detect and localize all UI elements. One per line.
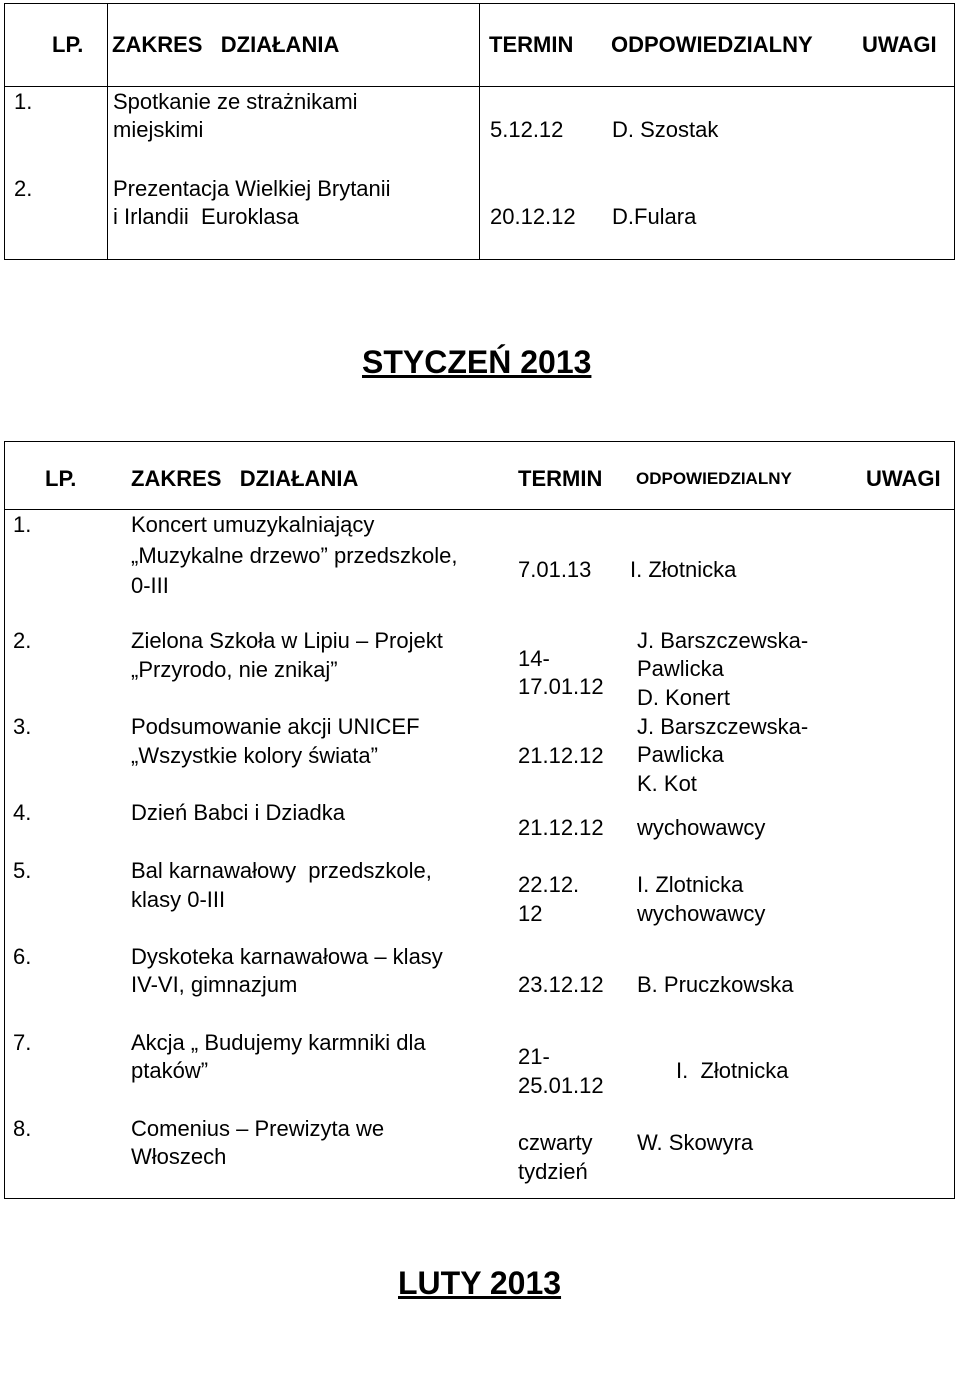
row-odpowiedzialny: D.Fulara [612, 204, 697, 229]
table-2-header-lp: LP. [45, 466, 77, 491]
row-zakres: Prezentacja Wielkiej Brytanii [113, 176, 391, 201]
row-odpowiedzialny: W. Skowyra [637, 1130, 754, 1155]
row-termin: tydzień [518, 1159, 588, 1184]
row-zakres: Dyskoteka karnawałowa – klasy [131, 944, 443, 969]
row-termin: 21- [518, 1044, 550, 1069]
table-1-col-divider [479, 4, 480, 259]
table-2-header-termin: TERMIN [518, 466, 603, 491]
row-termin: 5.12.12 [490, 117, 564, 142]
row-zakres: Podsumowanie akcji UNICEF [131, 714, 420, 739]
row-zakres: „Wszystkie kolory świata” [131, 743, 378, 768]
table-2-header-zakres: ZAKRES DZIAŁANIA [131, 466, 359, 491]
table-2-header-uwagi: UWAGI [866, 466, 941, 491]
row-zakres: IV-VI, gimnazjum [131, 972, 298, 997]
row-odpowiedzialny: B. Pruczkowska [637, 972, 794, 997]
row-lp: 4. [13, 800, 32, 825]
row-zakres: miejskimi [113, 117, 204, 142]
row-zakres: Comenius – Prewizyta we [131, 1116, 385, 1141]
row-zakres: klasy 0-III [131, 887, 226, 912]
row-lp: 7. [13, 1030, 32, 1055]
row-termin: czwarty [518, 1130, 593, 1155]
row-lp: 5. [13, 858, 32, 883]
row-odpowiedzialny: wychowawcy [637, 815, 766, 840]
row-odpowiedzialny: Pawlicka [637, 656, 724, 681]
table-1-header-termin: TERMIN [489, 32, 574, 57]
table-2-header-divider [5, 509, 954, 510]
row-lp: 8. [13, 1116, 32, 1141]
row-lp: 2. [14, 176, 33, 201]
row-lp: 2. [13, 628, 32, 653]
section-title-luty: LUTY 2013 [398, 1265, 562, 1301]
row-zakres: Włoszech [131, 1144, 227, 1169]
table-1-col-divider [107, 4, 108, 259]
section-title-styczen: STYCZEŃ 2013 [362, 344, 592, 380]
table-2-header-odpowiedzialny: ODPOWIEDZIALNY [636, 469, 792, 488]
row-odpowiedzialny: I. Złotnicka [630, 557, 737, 582]
row-zakres: „Muzykalne drzewo” przedszkole, [131, 543, 458, 568]
row-zakres: Zielona Szkoła w Lipiu – Projekt [131, 628, 443, 653]
row-lp: 1. [13, 512, 32, 537]
row-zakres: i Irlandii Euroklasa [113, 204, 299, 229]
row-zakres: Koncert umuzykalniający [131, 512, 375, 537]
row-zakres: 0-III [131, 573, 169, 598]
row-odpowiedzialny: I. Zlotnicka [637, 872, 744, 897]
table-1-header-lp: LP. [52, 32, 84, 57]
row-termin: 21.12.12 [518, 815, 604, 840]
row-odpowiedzialny: D. Szostak [612, 117, 719, 142]
row-odpowiedzialny: D. Konert [637, 685, 730, 710]
row-odpowiedzialny: K. Kot [637, 771, 697, 796]
row-lp: 6. [13, 944, 32, 969]
table-1-header-uwagi: UWAGI [862, 32, 937, 57]
row-termin: 17.01.12 [518, 674, 604, 699]
row-termin: 12 [518, 901, 543, 926]
row-lp: 1. [14, 89, 33, 114]
row-odpowiedzialny: Pawlicka [637, 742, 724, 767]
table-1-header-zakres: ZAKRES DZIAŁANIA [112, 32, 340, 57]
row-termin: 23.12.12 [518, 972, 604, 997]
row-odpowiedzialny: wychowawcy [637, 901, 766, 926]
row-lp: 3. [13, 714, 32, 739]
row-termin: 7.01.13 [518, 557, 592, 582]
row-termin: 22.12. [518, 872, 580, 897]
row-zakres: Dzień Babci i Dziadka [131, 800, 345, 825]
row-termin: 21.12.12 [518, 743, 604, 768]
row-odpowiedzialny: J. Barszczewska- [637, 628, 809, 653]
row-zakres: Akcja „ Budujemy karmniki dla [131, 1030, 426, 1055]
row-termin: 20.12.12 [490, 204, 576, 229]
row-zakres: Spotkanie ze strażnikami [113, 89, 358, 114]
row-zakres: „Przyrodo, nie znikaj” [131, 657, 338, 682]
row-odpowiedzialny: I. Złotnicka [676, 1058, 789, 1083]
table-1-header-odpowiedzialny: ODPOWIEDZIALNY [611, 32, 813, 57]
row-termin: 25.01.12 [518, 1073, 604, 1098]
row-odpowiedzialny: J. Barszczewska- [637, 714, 809, 739]
row-zakres: Bal karnawałowy przedszkole, [131, 858, 432, 883]
row-zakres: ptaków” [131, 1058, 209, 1083]
row-termin: 14- [518, 646, 550, 671]
